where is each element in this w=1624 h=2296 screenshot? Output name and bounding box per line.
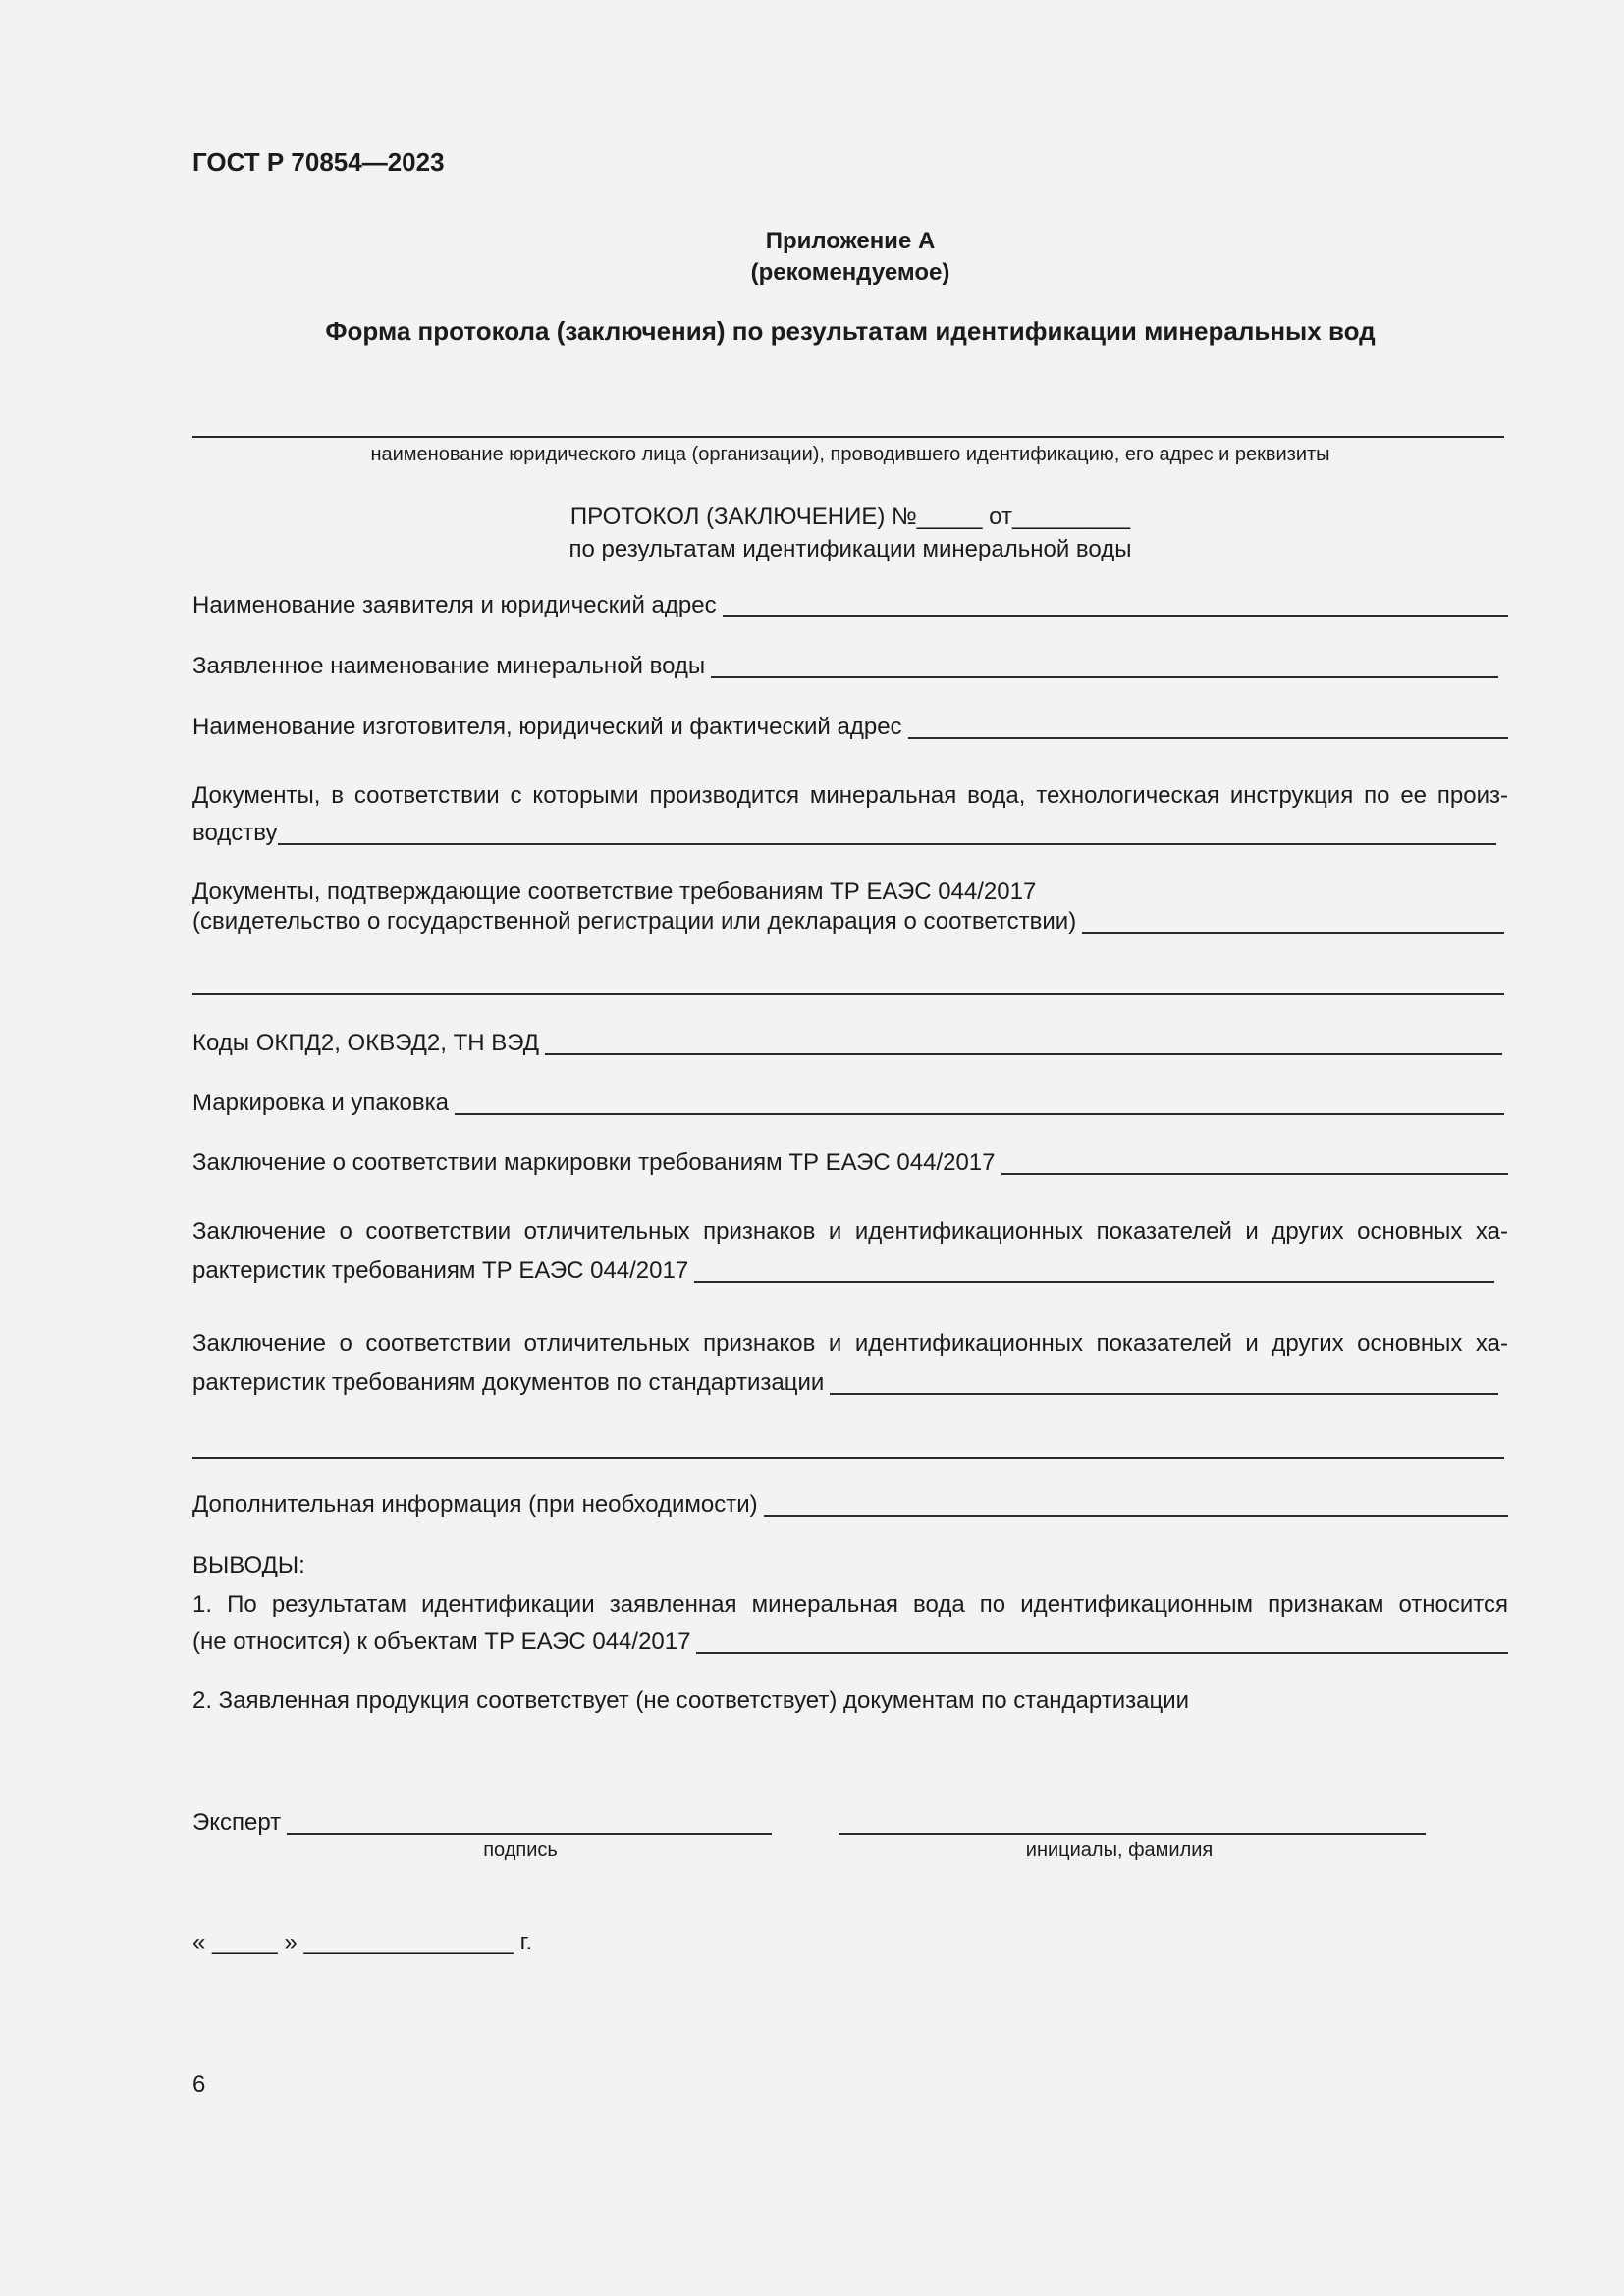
conclusion-item-1-blank	[696, 1652, 1508, 1654]
standard-header: ГОСТ Р 70854—2023	[192, 147, 445, 177]
documents-line-1: Документы, в соответствии с которыми производится минеральная вода, технологическая инструкция по ее произ-	[192, 782, 1508, 809]
applicant-label: Наименование заявителя и юридический адрес	[192, 592, 717, 618]
standards-conclusion-label: рактеристик требованиям документов по стандартизации	[192, 1369, 825, 1396]
water-name-label: Заявленное наименование минеральной воды	[192, 653, 706, 679]
marking-field	[192, 1085, 1504, 1122]
tr-conclusion-field	[192, 1253, 1494, 1290]
conclusion-item-1-line-1: 1. По результатам идентификации заявленная минеральная вода по идентификационным признакам относится	[192, 1591, 1508, 1618]
expert-label: Эксперт	[192, 1809, 282, 1836]
standards-conclusion-line-1: Заключение о соответствии отличительных признаков и идентификационных показателей и других основных ха-	[192, 1330, 1508, 1357]
documents-label: водству	[192, 820, 278, 846]
tr-conclusion-label: рактеристик требованиям ТР ЕАЭС 044/2017	[192, 1257, 689, 1284]
manufacturer-field	[192, 709, 1508, 746]
name-caption: инициалы, фамилия	[1025, 1840, 1214, 1861]
conclusions-heading: ВЫВОДЫ:	[192, 1552, 305, 1578]
organization-line	[192, 436, 1504, 438]
water-name-blank	[711, 676, 1498, 678]
manufacturer-blank	[908, 737, 1508, 739]
conclusion-item-1-label: (не относится) к объектам ТР ЕАЭС 044/2017	[192, 1629, 691, 1655]
standards-conclusion-blank	[830, 1393, 1498, 1395]
conformity-docs-field	[192, 903, 1504, 940]
standards-conclusion-field	[192, 1364, 1498, 1402]
signature-blank	[287, 1833, 772, 1835]
signature-caption: подпись	[483, 1840, 558, 1861]
codes-blank	[545, 1053, 1502, 1055]
marking-conclusion-field	[192, 1145, 1508, 1182]
organization-caption: наименование юридического лица (организации), проводившего идентификацию, его адрес и реквизиты	[370, 444, 1330, 465]
conclusion-item-1-field	[192, 1624, 1508, 1661]
applicant-field	[192, 587, 1508, 624]
manufacturer-label: Наименование изготовителя, юридический и фактический адрес	[192, 714, 902, 740]
additional-info-field	[192, 1486, 1508, 1523]
form-title: Форма протокола (заключения) по результатам идентификации минеральных вод	[325, 316, 1376, 346]
conformity-docs-line-1: Документы, подтверждающие соответствие требованиям ТР ЕАЭС 044/2017	[192, 879, 1037, 905]
appendix-status: (рекомендуемое)	[750, 259, 950, 286]
applicant-blank	[723, 615, 1508, 617]
protocol-heading	[192, 501, 1508, 565]
water-name-field	[192, 648, 1498, 685]
date-line: « _____ » ________________ г.	[192, 1929, 533, 1955]
standards-conclusion-extra-line	[192, 1457, 1504, 1459]
protocol-number-line: ПРОТОКОЛ (ЗАКЛЮЧЕНИЕ) №_____ от_________	[569, 504, 1131, 530]
additional-info-label: Дополнительная информация (при необходимости)	[192, 1491, 758, 1518]
marking-blank	[455, 1113, 1504, 1115]
marking-label: Маркировка и упаковка	[192, 1090, 450, 1116]
appendix-title: Приложение А	[765, 228, 936, 254]
expert-signature-field	[192, 1804, 772, 1842]
conformity-docs-blank	[1082, 932, 1504, 934]
conformity-docs-extra-line	[192, 993, 1504, 995]
name-blank	[839, 1833, 1426, 1835]
page-number: 6	[192, 2071, 206, 2098]
protocol-subtitle: по результатам идентификации минеральной воды	[568, 536, 1132, 562]
appendix-heading	[192, 226, 1508, 289]
tr-conclusion-line-1: Заключение о соответствии отличительных признаков и идентификационных показателей и других основных ха-	[192, 1218, 1508, 1245]
tr-conclusion-blank	[694, 1281, 1494, 1283]
documents-blank	[278, 843, 1496, 845]
codes-label: Коды ОКПД2, ОКВЭД2, ТН ВЭД	[192, 1030, 539, 1056]
additional-info-blank	[764, 1515, 1508, 1517]
conclusion-item-2: 2. Заявленная продукция соответствует (не соответствует) документам по стандартизации	[192, 1687, 1190, 1714]
codes-field	[192, 1025, 1502, 1062]
marking-conclusion-label: Заключение о соответствии маркировки требованиям ТР ЕАЭС 044/2017	[192, 1149, 996, 1176]
documents-field	[192, 815, 1496, 852]
conformity-docs-label: (свидетельство о государственной регистрации или декларация о соответствии)	[192, 908, 1077, 934]
marking-conclusion-blank	[1001, 1173, 1509, 1175]
